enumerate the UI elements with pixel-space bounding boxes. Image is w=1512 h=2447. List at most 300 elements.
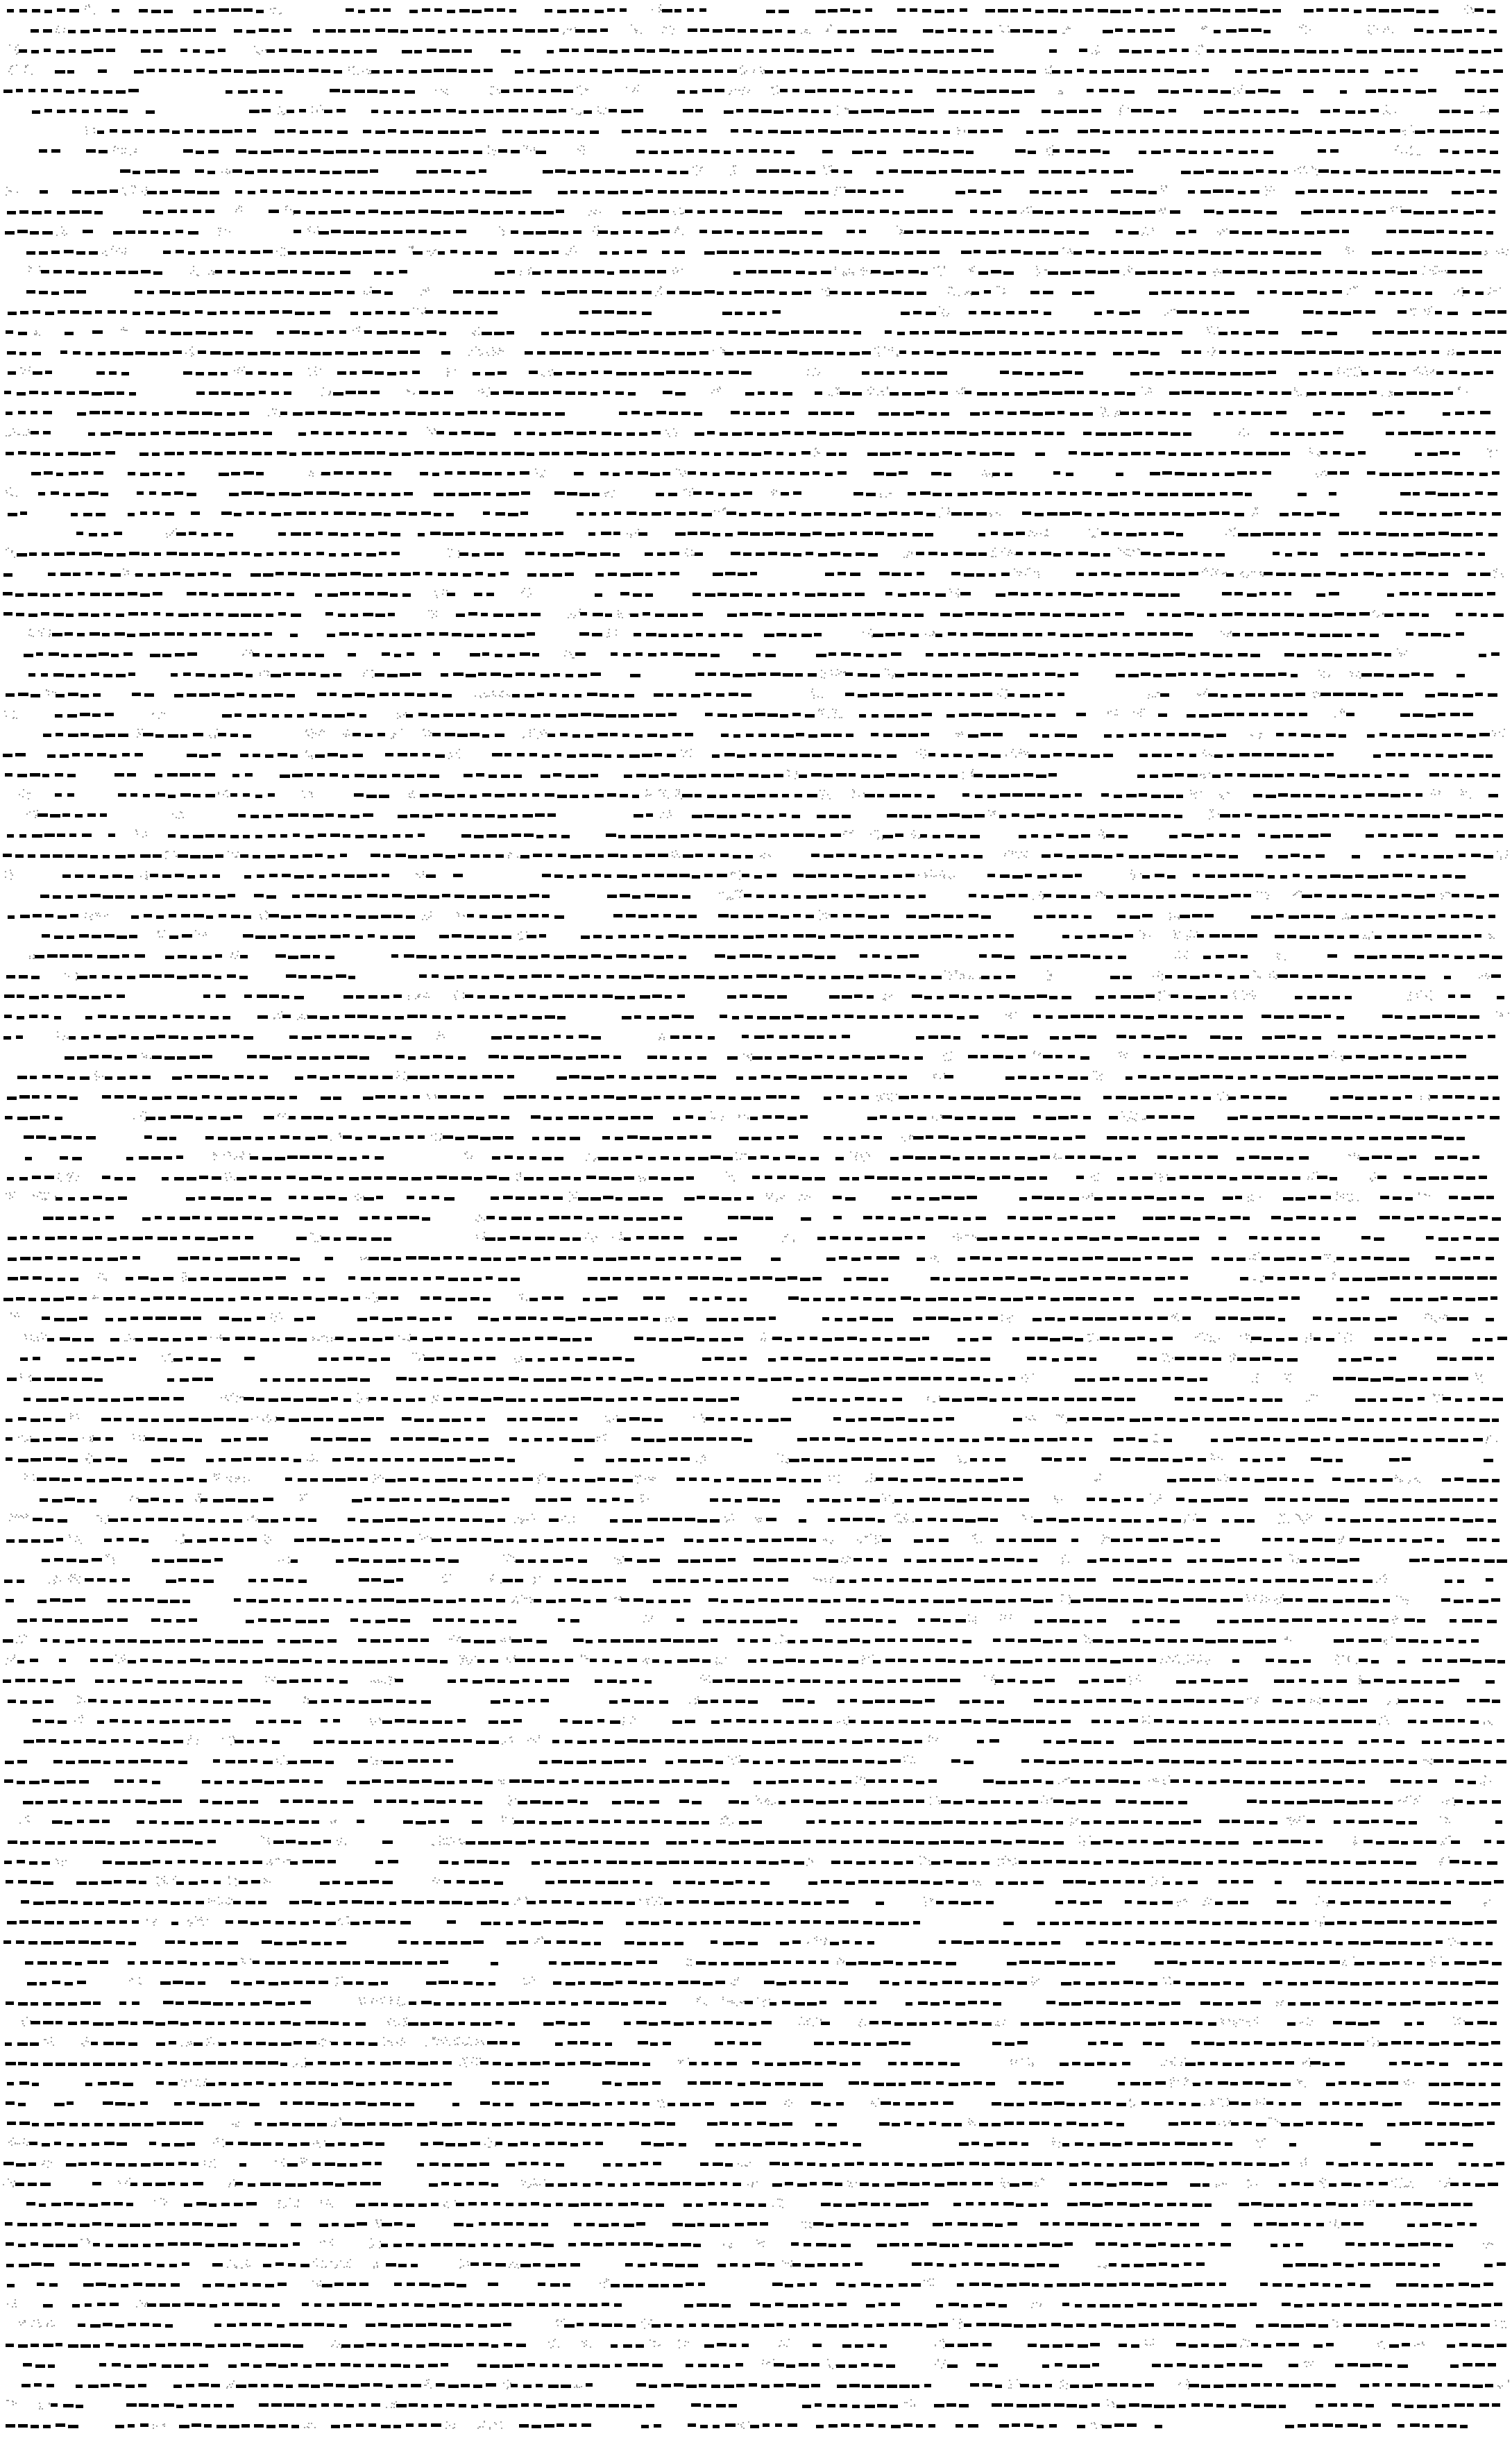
dash-mark [566, 330, 576, 334]
dash-mark [1319, 351, 1330, 355]
noise-speck [63, 230, 65, 231]
dash-mark [1411, 672, 1420, 676]
dash-mark [1343, 171, 1350, 174]
dash-mark [295, 169, 305, 173]
dash-mark [1133, 432, 1142, 435]
dash-mark [588, 29, 597, 33]
dash-mark [1317, 230, 1325, 234]
dash-mark [493, 533, 501, 536]
dash-mark [1189, 69, 1196, 73]
dash-mark [325, 573, 336, 577]
dash-mark [1254, 210, 1262, 214]
noise-speck [1032, 532, 1033, 533]
dash-mark [40, 190, 48, 194]
dash-mark [1393, 170, 1404, 173]
noise-speck [1368, 32, 1370, 33]
noise-speck [343, 734, 344, 735]
dash-mark [539, 452, 550, 455]
dash-mark [249, 110, 260, 113]
dash-mark [313, 251, 323, 254]
noise-speck [811, 691, 813, 693]
dash-mark [935, 30, 944, 33]
dash-mark [1219, 391, 1229, 395]
dash-mark [210, 130, 219, 133]
noise-speck [534, 149, 535, 151]
noise-speck [315, 366, 316, 368]
noise-speck [568, 617, 569, 618]
noise-speck [1328, 676, 1330, 677]
dash-mark [1003, 613, 1012, 617]
dash-mark [321, 674, 330, 677]
dash-mark [1042, 734, 1049, 738]
dash-mark [493, 411, 500, 414]
dash-mark [41, 673, 48, 677]
dash-mark [1193, 371, 1203, 375]
noise-speck [257, 52, 259, 53]
dash-mark [427, 330, 436, 334]
dash-mark [43, 431, 51, 434]
dash-mark [518, 713, 526, 717]
dash-mark [1086, 250, 1094, 253]
dash-mark [85, 352, 92, 355]
dash-mark [350, 572, 361, 575]
noise-speck [523, 145, 525, 146]
dash-mark [699, 149, 707, 153]
dash-mark [892, 452, 901, 455]
noise-speck [490, 93, 491, 94]
dash-mark [199, 693, 210, 697]
noise-speck [364, 293, 365, 294]
noise-speck [191, 355, 192, 357]
dash-mark [278, 270, 288, 273]
dash-mark [1114, 532, 1122, 536]
dash-mark [1298, 493, 1307, 496]
dash-mark [1015, 149, 1026, 153]
dash-mark [837, 754, 845, 757]
dash-mark [243, 734, 251, 738]
noise-speck [683, 489, 685, 491]
noise-speck [686, 750, 688, 752]
dash-mark [567, 492, 577, 496]
noise-speck [1052, 145, 1053, 146]
dash-mark [253, 653, 260, 657]
noise-speck [1128, 549, 1130, 550]
dash-mark [1098, 9, 1108, 12]
dash-mark [736, 149, 743, 153]
noise-speck [1397, 146, 1398, 147]
noise-speck [1000, 695, 1001, 697]
noise-speck [989, 473, 990, 475]
dash-mark [805, 593, 815, 597]
noise-speck [493, 350, 494, 351]
dash-mark [246, 331, 253, 335]
dash-mark [1038, 654, 1048, 657]
dash-mark [1189, 310, 1197, 314]
dash-mark [1301, 211, 1311, 214]
dash-mark [634, 633, 641, 636]
dash-mark [214, 452, 223, 455]
dash-mark [1358, 110, 1366, 114]
dash-mark [784, 49, 795, 52]
dash-mark [313, 29, 320, 33]
dash-mark [570, 270, 577, 273]
dash-mark [717, 291, 724, 295]
dash-mark [540, 573, 549, 577]
dash-mark [1310, 552, 1318, 556]
dash-mark [1115, 130, 1123, 133]
dash-mark [506, 210, 513, 214]
noise-speck [446, 89, 448, 90]
dash-mark [1467, 734, 1476, 738]
noise-speck [48, 694, 49, 695]
dash-mark [738, 532, 748, 535]
dash-mark [887, 533, 897, 536]
noise-speck [1496, 251, 1497, 252]
dash-mark [387, 674, 398, 677]
dash-mark [298, 151, 307, 154]
noise-speck [843, 271, 844, 273]
dash-mark [222, 290, 230, 294]
noise-speck [753, 71, 754, 73]
dash-mark [284, 391, 291, 395]
dash-mark [1216, 109, 1225, 112]
dash-mark [597, 49, 607, 53]
dash-mark [446, 493, 455, 496]
noise-speck [227, 173, 228, 174]
dash-mark [1282, 391, 1291, 395]
dash-mark [510, 191, 520, 194]
dash-mark [459, 552, 468, 556]
dash-mark [760, 210, 770, 214]
dash-mark [356, 211, 365, 214]
dash-mark [472, 553, 479, 557]
dash-mark [668, 171, 677, 174]
noise-speck [1322, 471, 1323, 473]
noise-speck [638, 85, 639, 86]
dash-mark [1033, 694, 1040, 697]
dash-mark [1422, 613, 1429, 617]
dash-mark [1103, 130, 1110, 134]
dash-mark [413, 572, 420, 575]
noise-speck [113, 150, 114, 151]
dash-mark [65, 593, 73, 596]
dash-mark [388, 613, 395, 616]
noise-speck [24, 369, 26, 371]
dash-mark [1385, 411, 1393, 414]
dash-mark [620, 270, 629, 273]
noise-speck [105, 251, 106, 252]
dash-mark [838, 532, 844, 536]
dash-mark [118, 28, 126, 32]
dash-mark [438, 30, 445, 33]
noise-speck [495, 695, 496, 697]
dash-mark [58, 310, 65, 314]
noise-speck [1207, 570, 1208, 572]
dash-mark [1172, 613, 1181, 617]
dash-mark [1039, 130, 1049, 133]
dash-mark [232, 311, 239, 314]
noise-speck [6, 490, 7, 491]
dash-mark [1330, 149, 1339, 153]
dash-mark [456, 713, 465, 717]
dash-mark [152, 632, 160, 636]
noise-speck [1354, 287, 1356, 289]
dash-mark [824, 753, 834, 756]
noise-speck [1198, 45, 1200, 46]
dash-mark [933, 693, 942, 696]
dash-mark [1384, 653, 1391, 657]
dash-mark [146, 69, 155, 72]
noise-speck [493, 86, 494, 87]
noise-speck [1211, 326, 1212, 328]
dash-mark [897, 332, 905, 335]
dash-mark [951, 572, 960, 575]
dash-mark [887, 29, 897, 33]
noise-speck [1037, 275, 1038, 276]
noise-speck [1034, 571, 1035, 573]
noise-speck [1488, 113, 1490, 115]
dash-mark [826, 452, 836, 456]
noise-speck [1164, 314, 1166, 316]
dash-mark [643, 612, 650, 616]
noise-speck [835, 675, 837, 676]
noise-speck [213, 271, 214, 273]
noise-speck [1252, 735, 1253, 736]
dash-mark [489, 633, 497, 636]
dash-mark [1075, 371, 1083, 375]
dash-mark [1280, 231, 1289, 235]
dash-mark [514, 251, 523, 254]
dash-mark [573, 230, 581, 234]
dash-mark [1407, 391, 1417, 395]
dash-mark [359, 512, 366, 516]
noise-speck [1198, 695, 1200, 696]
dash-mark [970, 210, 977, 213]
noise-speck [1243, 428, 1244, 430]
noise-speck [482, 389, 483, 390]
dash-mark [722, 210, 731, 213]
dash-mark [133, 312, 140, 315]
noise-speck [1229, 529, 1230, 530]
dash-mark [481, 211, 490, 214]
dash-mark [183, 332, 192, 335]
dash-mark [18, 411, 26, 414]
dash-mark [1001, 653, 1010, 657]
dash-mark [1158, 713, 1167, 717]
dash-mark [271, 69, 280, 73]
dash-mark [978, 612, 987, 616]
dash-mark [193, 210, 201, 213]
dash-mark [551, 89, 561, 92]
dash-mark [495, 734, 504, 737]
dash-mark [955, 452, 962, 456]
noise-speck [312, 112, 313, 113]
dash-mark [863, 29, 869, 33]
dash-mark [987, 90, 996, 93]
dash-mark [375, 311, 383, 314]
dash-mark [470, 733, 479, 736]
dash-mark [1120, 412, 1129, 415]
dash-mark [739, 513, 747, 516]
noise-speck [432, 433, 433, 434]
dash-mark [235, 351, 244, 355]
dash-mark [605, 169, 615, 173]
dash-mark [405, 693, 414, 696]
dash-mark [1276, 411, 1286, 414]
dash-mark [570, 9, 579, 12]
dash-mark [1214, 151, 1221, 154]
dash-mark [720, 432, 728, 436]
noise-speck [1406, 152, 1407, 153]
noise-speck [1305, 33, 1307, 34]
dash-mark [1139, 151, 1146, 154]
dash-mark [1335, 270, 1343, 273]
dash-mark [1486, 431, 1495, 434]
noise-speck [1502, 576, 1504, 577]
dash-mark [518, 412, 527, 416]
dash-mark [817, 593, 826, 596]
dash-mark [405, 412, 416, 415]
dash-mark [184, 69, 192, 73]
dash-mark [484, 8, 493, 12]
noise-speck [906, 557, 908, 558]
dash-mark [322, 291, 331, 295]
noise-speck [1265, 186, 1266, 187]
noise-speck [920, 754, 921, 755]
noise-speck [629, 613, 630, 615]
noise-speck [135, 151, 137, 153]
dash-mark [1165, 130, 1173, 133]
noise-speck [1164, 208, 1166, 209]
dash-mark [916, 149, 924, 153]
dash-mark [929, 251, 940, 254]
dash-mark [1480, 411, 1490, 414]
dash-mark [607, 8, 615, 12]
noise-speck [502, 235, 504, 236]
dash-mark [1176, 149, 1185, 153]
noise-speck [287, 205, 288, 207]
noise-speck [583, 146, 584, 147]
noise-speck [285, 206, 287, 208]
dash-mark [1257, 291, 1264, 294]
noise-speck [827, 287, 829, 289]
dash-mark [1452, 110, 1461, 113]
dash-mark [293, 412, 303, 416]
noise-speck [742, 94, 743, 95]
noise-speck [920, 749, 921, 750]
dash-mark [504, 753, 511, 756]
dash-mark [768, 412, 775, 415]
dash-mark [1262, 713, 1268, 716]
noise-speck [1008, 26, 1009, 27]
noise-speck [813, 695, 815, 696]
noise-speck [357, 74, 359, 75]
dash-mark [935, 593, 946, 597]
noise-speck [346, 734, 347, 735]
dash-mark [1045, 672, 1055, 676]
dash-mark [867, 291, 875, 295]
dash-mark [1028, 552, 1036, 555]
dash-mark [1103, 151, 1110, 154]
dash-mark [1115, 28, 1123, 32]
noise-speck [430, 732, 432, 734]
dash-mark [323, 352, 332, 355]
noise-speck [1470, 7, 1472, 8]
dash-mark [380, 693, 389, 696]
dash-mark [64, 250, 74, 253]
noise-speck [1023, 751, 1025, 752]
dash-mark [177, 632, 184, 636]
dash-mark [1384, 251, 1392, 254]
dash-mark [921, 50, 931, 53]
noise-speck [478, 349, 479, 350]
noise-speck [1432, 371, 1434, 372]
dash-mark [152, 412, 159, 416]
noise-speck [16, 53, 17, 55]
dash-mark [892, 90, 899, 94]
noise-speck [4, 711, 6, 712]
dash-mark [816, 330, 824, 334]
dash-mark [289, 452, 296, 456]
dash-mark [952, 70, 960, 74]
dash-mark [1441, 552, 1450, 556]
noise-speck [473, 333, 475, 335]
noise-speck [447, 375, 448, 377]
noise-speck [570, 28, 572, 30]
dash-mark [610, 733, 618, 736]
dash-mark [1357, 392, 1366, 396]
dash-mark [520, 652, 530, 656]
dash-mark [291, 613, 301, 617]
dash-mark [1464, 29, 1472, 33]
noise-speck [1148, 391, 1149, 393]
dash-mark [1297, 654, 1305, 657]
dash-mark [140, 473, 149, 476]
dash-mark [850, 30, 859, 33]
dash-mark [525, 351, 533, 355]
noise-speck [1126, 549, 1128, 550]
dash-mark [232, 169, 242, 173]
dash-mark [532, 653, 539, 657]
dash-mark [1135, 330, 1142, 334]
noise-speck [1215, 571, 1216, 573]
dash-mark [1160, 613, 1168, 616]
dash-mark [189, 633, 197, 636]
noise-speck [957, 127, 958, 128]
dash-mark [521, 109, 528, 112]
dash-mark [945, 493, 952, 496]
dash-mark [964, 170, 974, 173]
dash-mark [1010, 29, 1020, 33]
dash-mark [439, 49, 450, 53]
dash-mark [829, 291, 838, 294]
dash-mark [897, 49, 903, 52]
noise-speck [972, 271, 974, 272]
dash-mark [128, 513, 135, 516]
dash-mark [967, 231, 976, 235]
dash-mark [1228, 130, 1235, 133]
dash-mark [707, 431, 715, 434]
dash-mark [227, 633, 235, 636]
noise-speck [34, 334, 35, 335]
dash-mark [496, 493, 506, 496]
noise-speck [1148, 387, 1150, 389]
dash-mark [257, 169, 267, 173]
dash-mark [1252, 130, 1260, 133]
dash-mark [938, 653, 948, 657]
dash-mark [1271, 90, 1280, 94]
dash-mark [1376, 573, 1383, 577]
